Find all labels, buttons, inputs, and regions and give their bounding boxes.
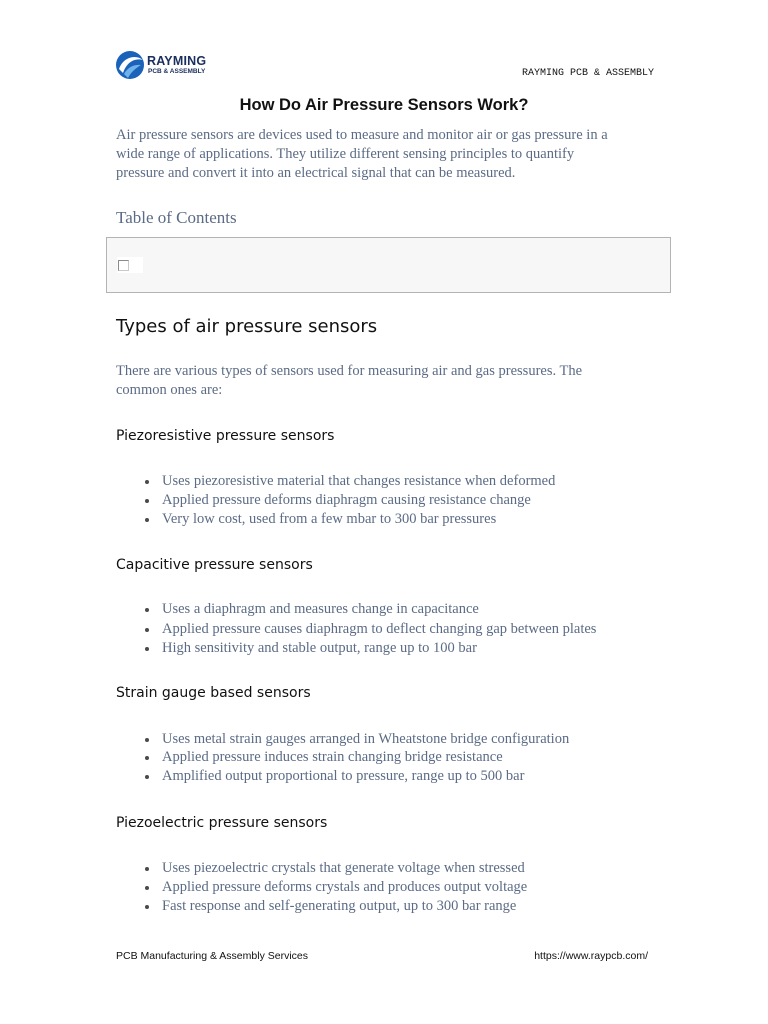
toc-icon-container[interactable]: [117, 257, 143, 273]
bullet-dot: [145, 499, 149, 503]
bullet-dot: [145, 480, 149, 484]
list-item-text: Applied pressure deforms diaphragm causing resistance change: [162, 491, 531, 508]
bullet-dot: [145, 628, 149, 632]
list-item: [145, 748, 705, 767]
subsection-heading: Piezoresistive pressure sensors: [116, 428, 335, 444]
bullet-dot: [145, 738, 149, 742]
bullet-dot: [145, 886, 149, 890]
bullet-dot: [145, 756, 149, 760]
list-item-text: Fast response and self-generating output, up to 300 bar range: [162, 897, 517, 914]
list-item-text: Applied pressure deforms crystals and produces output voltage: [162, 878, 528, 895]
bullet-dot: [145, 518, 149, 522]
toc-box: [106, 237, 671, 293]
broken-image-icon[interactable]: [118, 260, 129, 271]
footer-services-text: PCB Manufacturing & Assembly Services: [116, 950, 308, 962]
intro-line: Air pressure sensors are devices used to measure and monitor air or gas pressure in a: [116, 126, 608, 143]
list-item: [145, 878, 705, 897]
intro-line: pressure and convert it into an electrical signal that can be measured.: [116, 164, 516, 181]
bullet-dot: [145, 647, 149, 651]
list-item: [145, 600, 705, 619]
list-item: [145, 472, 705, 491]
page-title: How Do Air Pressure Sensors Work?: [239, 96, 529, 114]
toc-heading: Table of Contents: [116, 208, 237, 227]
list-item-text: Amplified output proportional to pressure, range up to 500 bar: [162, 767, 525, 784]
list-item-text: Applied pressure causes diaphragm to deflect changing gap between plates: [162, 620, 597, 637]
list-item: [145, 639, 705, 658]
list-item: [145, 859, 705, 878]
bullet-dot: [145, 775, 149, 779]
list-item-text: Uses a diaphragm and measures change in capacitance: [162, 600, 479, 617]
rayming-swirl-icon: [114, 49, 146, 81]
logo-name: RAYMING: [147, 54, 207, 68]
intro-line: wide range of applications. They utilize different sensing principles to quantify: [116, 145, 575, 162]
types-intro-line: There are various types of sensors used for measuring air and gas pressures. The: [116, 362, 583, 379]
list-item: [145, 620, 705, 639]
list-item-text: Very low cost, used from a few mbar to 300 bar pressures: [162, 510, 497, 527]
subsection-heading: Capacitive pressure sensors: [116, 557, 313, 573]
subsection-heading: Piezoelectric pressure sensors: [116, 815, 328, 831]
list-item-text: High sensitivity and stable output, range up to 100 bar: [162, 639, 477, 656]
footer-website-link[interactable]: https://www.raypcb.com/: [534, 950, 648, 962]
list-item-text: Applied pressure induces strain changing bridge resistance: [162, 748, 503, 765]
bullet-dot: [145, 867, 149, 871]
subsection-heading: Strain gauge based sensors: [116, 685, 311, 701]
list-item: [145, 767, 705, 786]
list-item: [145, 730, 705, 749]
list-item: [145, 510, 705, 529]
header-company-name: RAYMING PCB & ASSEMBLY: [522, 68, 655, 79]
section-heading: Types of air pressure sensors: [116, 316, 378, 337]
list-item-text: Uses piezoresistive material that changes resistance when deformed: [162, 472, 556, 489]
list-item-text: Uses piezoelectric crystals that generate voltage when stressed: [162, 859, 525, 876]
logo-tagline: PCB & ASSEMBLY: [148, 68, 206, 75]
bullet-dot: [145, 905, 149, 909]
list-item: [145, 897, 705, 916]
list-item: [145, 491, 705, 510]
bullet-dot: [145, 608, 149, 612]
types-intro-line: common ones are:: [116, 381, 223, 398]
list-item-text: Uses metal strain gauges arranged in Wheatstone bridge configuration: [162, 730, 570, 747]
